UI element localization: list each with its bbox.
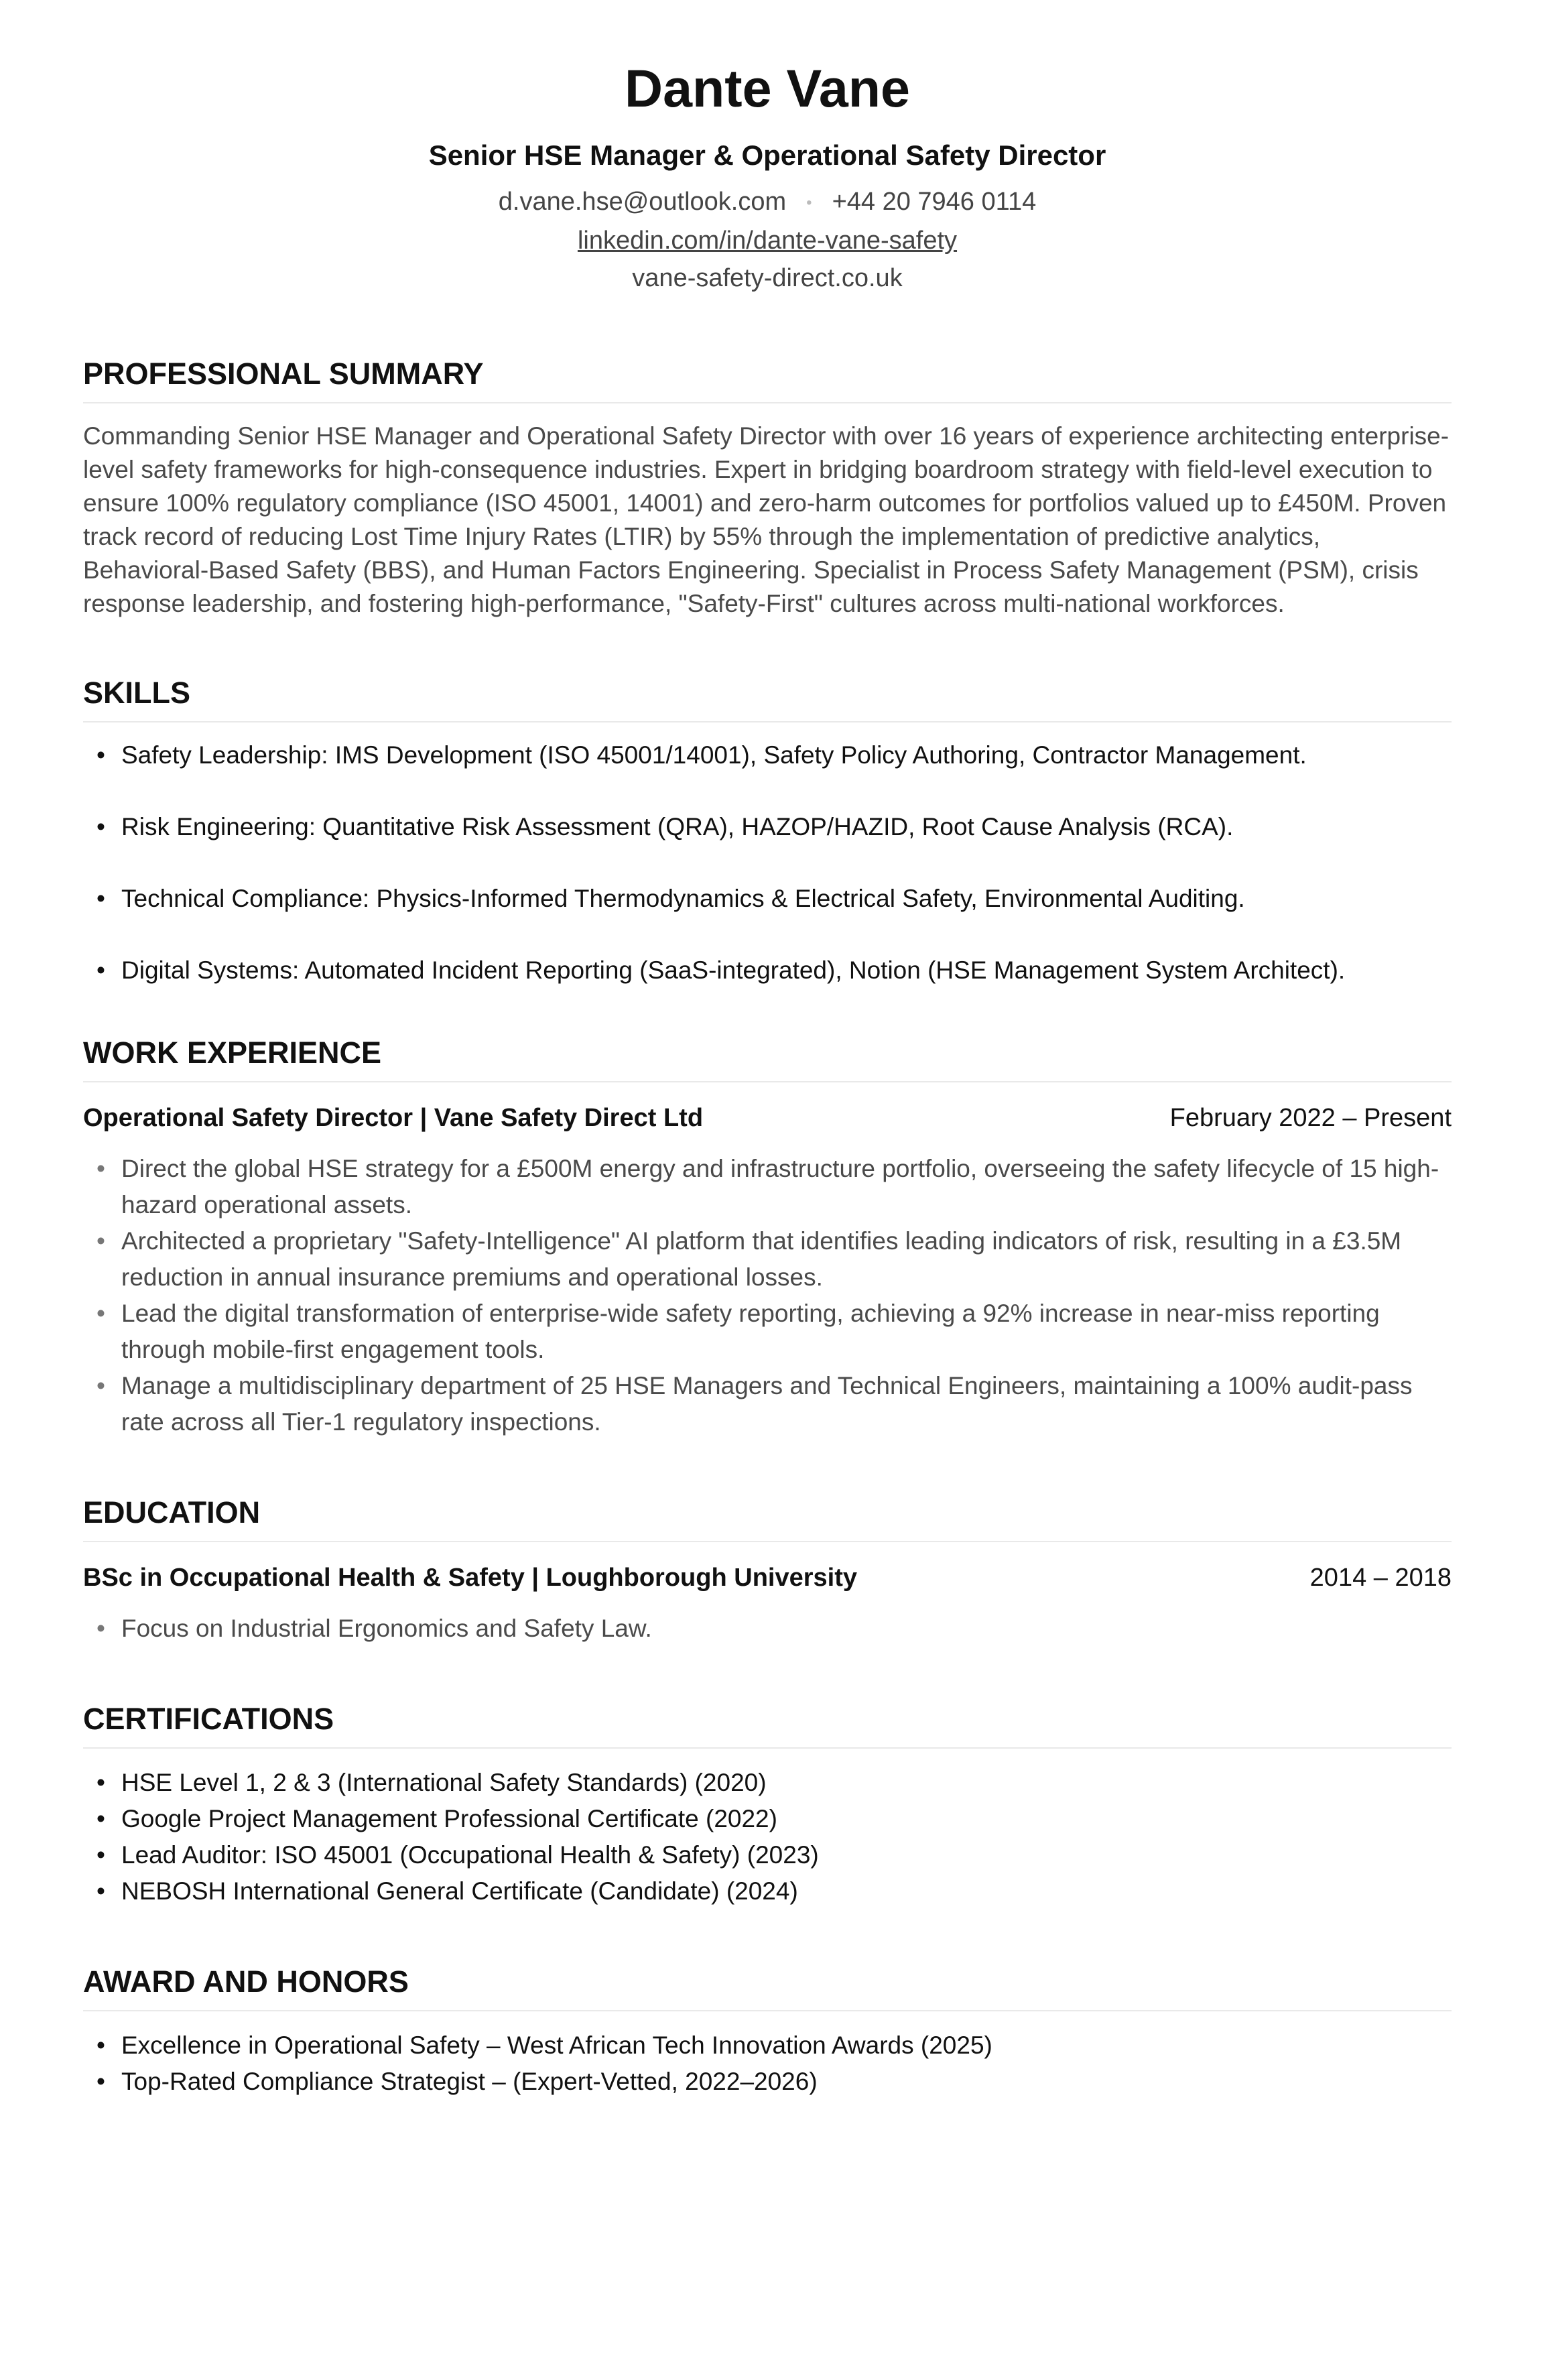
linkedin-link[interactable]: linkedin.com/in/dante-vane-safety bbox=[577, 226, 958, 255]
list-item: • Architected a proprietary "Safety-Intelligence" AI platform that identifies leading indicators of risk, resulting in a £3.5M reduction in annual insurance premiums and operational losses. bbox=[83, 1223, 1452, 1296]
list-item: • Lead Auditor: ISO 45001 (Occupational Health & Safety) (2023) bbox=[83, 1837, 1452, 1873]
section-title-experience: WORK EXPERIENCE bbox=[83, 1034, 1452, 1082]
certifications-list bbox=[83, 1765, 1452, 1909]
degree-title: BSc in Occupational Health & Safety | Loughborough University bbox=[83, 1563, 857, 1592]
list-item: • Direct the global HSE strategy for a £500M energy and infrastructure portfolio, overseeing the safety lifecycle of 15 high-hazard operational assets. bbox=[83, 1151, 1452, 1223]
list-item: • Google Project Management Professional Certificate (2022) bbox=[83, 1801, 1452, 1837]
experience-section bbox=[83, 1034, 1452, 1440]
summary-text: Commanding Senior HSE Manager and Operational Safety Director with over 16 years of experience architecting enterprise-level safety frameworks for high-consequence industries. Expert in bridging boardroom strategy with field-level execution to ensure 100% regulatory compliance (ISO 45001, 14001) and zero-harm outcomes for portfolios valued up to £450M. Proven track record of reducing Lost Time Injury Rates (LTIR) by 55% through the implementation of predictive analytics, Behavioral-Based Safety (BBS), and Human Factors Engineering. Specialist in Process Safety Management (PSM), crisis response leadership, and fostering high-performance, "Safety-First" cultures across multi-national workforces. bbox=[83, 422, 1450, 617]
skills-section bbox=[83, 674, 1452, 987]
skills-list bbox=[83, 739, 1452, 987]
awards-section bbox=[83, 1963, 1452, 2100]
job-dates: February 2022 – Present bbox=[1169, 1103, 1452, 1132]
section-title-awards: AWARD AND HONORS bbox=[83, 1963, 1452, 2011]
list-item: • Focus on Industrial Ergonomics and Safety Law. bbox=[83, 1611, 1452, 1647]
website-text: vane-safety-direct.co.uk bbox=[632, 263, 903, 292]
section-title-summary: PROFESSIONAL SUMMARY bbox=[83, 355, 1452, 403]
list-item: • Manage a multidisciplinary department of 25 HSE Managers and Technical Engineers, maintaining a 100% audit-pass rate across all Tier-1 regulatory inspections. bbox=[83, 1368, 1452, 1440]
list-item: • NEBOSH International General Certificate (Candidate) (2024) bbox=[83, 1873, 1452, 1909]
list-item: • Top-Rated Compliance Strategist – (Expert-Vetted, 2022–2026) bbox=[83, 2064, 1452, 2100]
email-text: d.vane.hse@outlook.com bbox=[498, 188, 787, 216]
list-item: • HSE Level 1, 2 & 3 (International Safety Standards) (2020) bbox=[83, 1765, 1452, 1801]
awards-list bbox=[83, 2027, 1452, 2100]
list-item: • Risk Engineering: Quantitative Risk Assessment (QRA), HAZOP/HAZID, Root Cause Analysis (RCA). bbox=[83, 810, 1452, 844]
resume-header bbox=[83, 0, 1452, 295]
job-header bbox=[83, 1101, 1452, 1135]
summary-section bbox=[83, 355, 1452, 621]
section-title-education: EDUCATION bbox=[83, 1494, 1452, 1542]
candidate-headline: Senior HSE Manager & Operational Safety Director bbox=[428, 139, 1106, 171]
list-item: • Technical Compliance: Physics-Informed Thermodynamics & Electrical Safety, Environmental Auditing. bbox=[83, 882, 1452, 916]
certifications-section bbox=[83, 1700, 1452, 1909]
list-item: • Lead the digital transformation of enterprise-wide safety reporting, achieving a 92% increase in near-miss reporting through mobile-first engagement tools. bbox=[83, 1296, 1452, 1368]
candidate-name: Dante Vane bbox=[625, 58, 910, 118]
education-header bbox=[83, 1561, 1452, 1594]
list-item: • Excellence in Operational Safety – West African Tech Innovation Awards (2025) bbox=[83, 2027, 1452, 2064]
section-title-skills: SKILLS bbox=[83, 674, 1452, 723]
education-section bbox=[83, 1494, 1452, 1647]
phone-text: +44 20 7946 0114 bbox=[832, 188, 1037, 216]
contact-row bbox=[83, 185, 1452, 220]
list-item: • Digital Systems: Automated Incident Reporting (SaaS-integrated), Notion (HSE Management System Architect). bbox=[83, 954, 1452, 987]
website-row bbox=[83, 261, 1452, 295]
job-bullets bbox=[83, 1151, 1452, 1440]
section-title-certifications: CERTIFICATIONS bbox=[83, 1700, 1452, 1749]
linkedin-row bbox=[83, 224, 1452, 257]
list-item: • Safety Leadership: IMS Development (ISO 45001/14001), Safety Policy Authoring, Contractor Management. bbox=[83, 739, 1452, 772]
contact-separator: • bbox=[806, 193, 812, 212]
education-dates: 2014 – 2018 bbox=[1309, 1563, 1452, 1592]
education-bullets bbox=[83, 1611, 1452, 1647]
job-title: Operational Safety Director | Vane Safety Direct Ltd bbox=[83, 1103, 704, 1132]
